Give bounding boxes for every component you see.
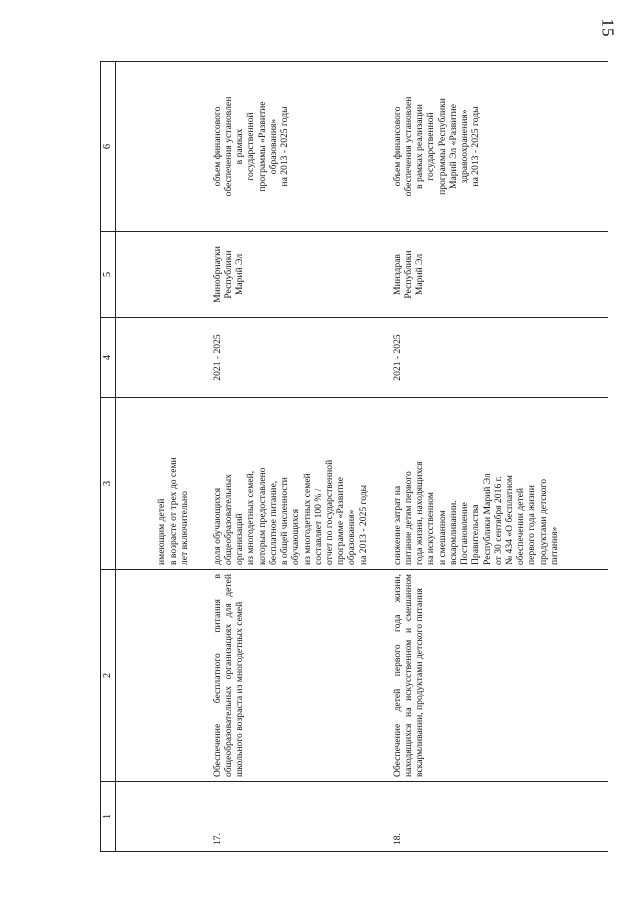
page-number: 15: [598, 18, 618, 38]
funding-source: объем финансового обеспечения установлен в рамках реализации государственной программы Республики Марий Эл «Развитие здравоохранения» на 2013 - 2025 годы: [391, 96, 482, 197]
responsible-executor: Минздрав Республики Марий Эл: [391, 250, 426, 299]
table-row: [388, 62, 608, 852]
indicator-text: снижение затрат на питание детям первого года жизни, находящихся на искусственном и смешанном вскармливании. Постановление Правительства Республики Марий Эл от 30 сентября 2016 г. № 434 «О бесплатном обеспечении детей первого года жизни продуктами детского питания»: [391, 461, 560, 565]
funding-source: объем финансового обеспечения установлен в рамках государственной программы «Развитие образования» на 2013 - 2025 годы: [211, 96, 291, 197]
row-number: 17.: [208, 782, 388, 852]
measures-table: [100, 61, 608, 852]
event-description: Обеспечение бесплатного питания в общеобразовательных организациях для детей школьного возраста из многодетных семей: [208, 570, 388, 782]
header-col-4: 4: [101, 318, 116, 398]
table-continuation-row: [116, 62, 208, 852]
table-row: [208, 62, 388, 852]
implementation-period: 2021 - 2025: [208, 318, 388, 398]
row-number: 18.: [388, 782, 608, 852]
header-col-3: 3: [101, 398, 116, 570]
responsible-executor: Минобрнауки Республики Марий Эл: [211, 246, 246, 303]
implementation-period: 2021 - 2025: [388, 318, 608, 398]
indicator-text: доля обучающихся общеобразовательных организаций из многодетных семей, которым предоставлено бесплатное питание, в общей численности обучающихся из многодетных семей составляет 100 % / отчет по государственной программе «Развитие образования» на 2013 - 2025 годы: [211, 459, 369, 565]
header-col-6: 6: [101, 62, 116, 232]
header-col-1: 1: [101, 782, 116, 852]
event-description: Обеспечение детей первого года жизни, находящихся на искусственном и смешанном вскармливании, продуктами детского питания: [388, 570, 608, 782]
table-header-row: [101, 62, 116, 852]
header-col-5: 5: [101, 232, 116, 318]
rotated-table-sheet: [100, 62, 620, 852]
continuation-indicator-text: имеющим детей в возрасте от трех до семи лет включительно: [156, 457, 190, 565]
header-col-2: 2: [101, 570, 116, 782]
